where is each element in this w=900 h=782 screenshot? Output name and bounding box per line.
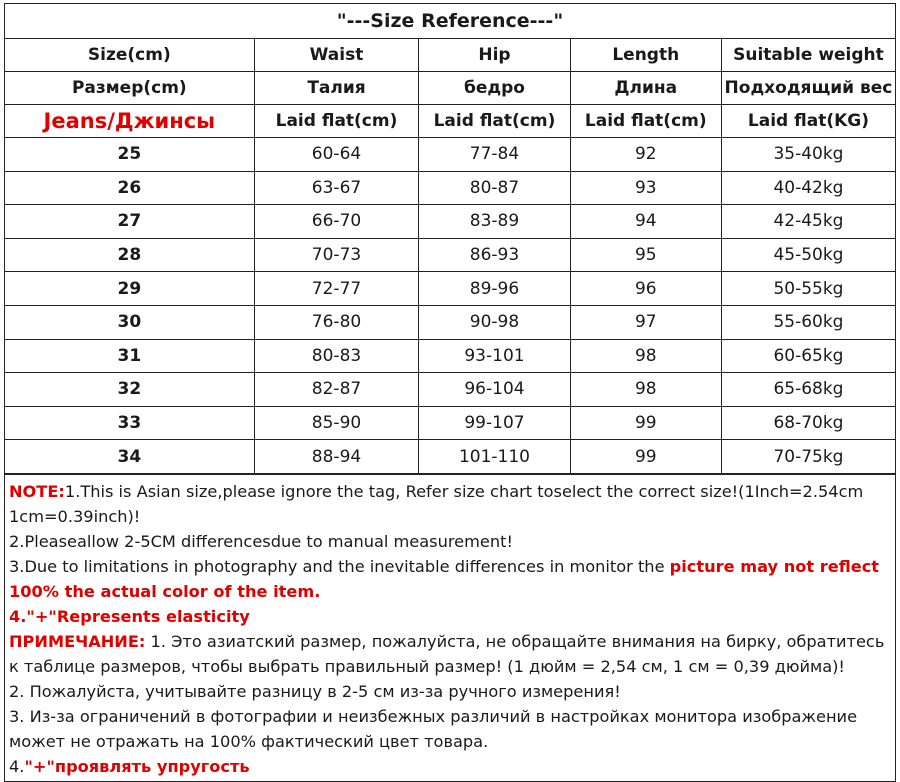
table-row [5,171,895,205]
header-cell-weight: Suitable weight [721,39,895,72]
note-1-text: 1.This is Asian size,please ignore the tag, Refer size chart toselect the correct size!(1Inch=2.54cm 1cm=0.39inch)! [9,481,864,526]
cell-length: 96 [570,272,721,306]
note-ru-2: 2. Пожалуйста, учитывайте разницу в 2-5 см из-за ручного измерения! [9,681,621,701]
note-label: NOTE: [9,481,65,501]
table-row [5,238,895,272]
cell-size: 34 [5,440,254,474]
cell-size: 30 [5,305,254,339]
cell-weight: 35-40kg [721,138,895,172]
cell-waist: 82-87 [254,373,419,407]
note-2: 2.Pleaseallow 2-5CM differencesdue to manual measurement! [9,531,513,551]
header-cell-hip: Laid flat(cm) [419,105,570,138]
cell-hip: 101-110 [419,440,570,474]
cell-size: 31 [5,339,254,373]
note-3 [9,554,891,604]
cell-weight: 70-75kg [721,440,895,474]
table-row [5,406,895,440]
cell-length: 92 [570,138,721,172]
table-row [5,272,895,306]
note-3-text: 3.Due to limitations in photography and the inevitable differences in monitor the [9,556,670,576]
cell-waist: 80-83 [254,339,419,373]
chart-title: "---Size Reference---" [5,4,895,39]
note-ru-1-text: 1. Это азиатский размер, пожалуйста, не обращайте внимания на бирку, обратитесь к таблице размеров, чтобы выбрать правильный размер! (1 дюйм = 2,54 см, 1 см = 0,39 дюйма)! [9,631,885,676]
note-ru-4-highlight: "+"проявлять упругость [24,756,250,776]
cell-size: 27 [5,205,254,239]
header-cell-waist: Талия [254,72,419,105]
note-ru-1 [9,629,891,679]
header-cell-waist: Laid flat(cm) [254,105,419,138]
cell-hip: 96-104 [419,373,570,407]
cell-hip: 83-89 [419,205,570,239]
cell-waist: 60-64 [254,138,419,172]
note-ru-4 [9,754,891,779]
cell-size: 25 [5,138,254,172]
cell-waist: 72-77 [254,272,419,306]
cell-length: 98 [570,339,721,373]
cell-length: 99 [570,440,721,474]
cell-hip: 99-107 [419,406,570,440]
header-cell-hip: бедро [419,72,570,105]
cell-weight: 40-42kg [721,171,895,205]
header-cell-weight: Подходящий вес [721,72,895,105]
cell-size: 33 [5,406,254,440]
cell-length: 95 [570,238,721,272]
table-row [5,138,895,172]
cell-size: 26 [5,171,254,205]
cell-weight: 55-60kg [721,305,895,339]
size-chart [4,3,896,782]
note-1 [9,479,891,529]
cell-waist: 88-94 [254,440,419,474]
cell-weight: 45-50kg [721,238,895,272]
cell-size: 28 [5,238,254,272]
table-row [5,440,895,474]
note-ru-3: 3. Из-за ограничений в фотографии и неизбежных различий в настройках монитора изображение может не отражать на 100% фактический цвет товара. [9,706,858,751]
header-cell-length: Laid flat(cm) [570,105,721,138]
header-cell-size: Размер(cm) [5,72,254,105]
cell-hip: 89-96 [419,272,570,306]
cell-waist: 76-80 [254,305,419,339]
cell-hip: 93-101 [419,339,570,373]
size-table [5,39,895,474]
header-cell-length: Length [570,39,721,72]
cell-hip: 86-93 [419,238,570,272]
cell-weight: 50-55kg [721,272,895,306]
cell-waist: 85-90 [254,406,419,440]
header-cell-size: Size(cm) [5,39,254,72]
cell-length: 93 [570,171,721,205]
cell-weight: 60-65kg [721,339,895,373]
cell-waist: 66-70 [254,205,419,239]
cell-length: 97 [570,305,721,339]
cell-waist: 63-67 [254,171,419,205]
cell-weight: 68-70kg [721,406,895,440]
cell-length: 98 [570,373,721,407]
header-cell-hip: Hip [419,39,570,72]
cell-length: 99 [570,406,721,440]
header-cell-weight: Laid flat(KG) [721,105,895,138]
cell-hip: 80-87 [419,171,570,205]
note-4: 4."+"Represents elasticity [9,606,250,626]
note-3-highlight: picture may not reflect 100% the actual color of the item. [9,556,880,601]
cell-hip: 77-84 [419,138,570,172]
cell-waist: 70-73 [254,238,419,272]
table-row [5,205,895,239]
cell-weight: 42-45kg [721,205,895,239]
notes-section [5,474,895,781]
header-cell-length: Длина [570,72,721,105]
cell-size: 32 [5,373,254,407]
header-cell-size: Jeans/Джинсы [5,105,254,138]
cell-weight: 65-68kg [721,373,895,407]
header-row [5,39,895,72]
table-row [5,339,895,373]
header-cell-waist: Waist [254,39,419,72]
note-ru-label: ПРИМЕЧАНИЕ: [9,631,146,651]
table-row [5,373,895,407]
table-row [5,305,895,339]
header-row [5,72,895,105]
cell-length: 94 [570,205,721,239]
header-row [5,105,895,138]
note-ru-4-prefix: 4. [9,756,25,776]
cell-size: 29 [5,272,254,306]
cell-hip: 90-98 [419,305,570,339]
